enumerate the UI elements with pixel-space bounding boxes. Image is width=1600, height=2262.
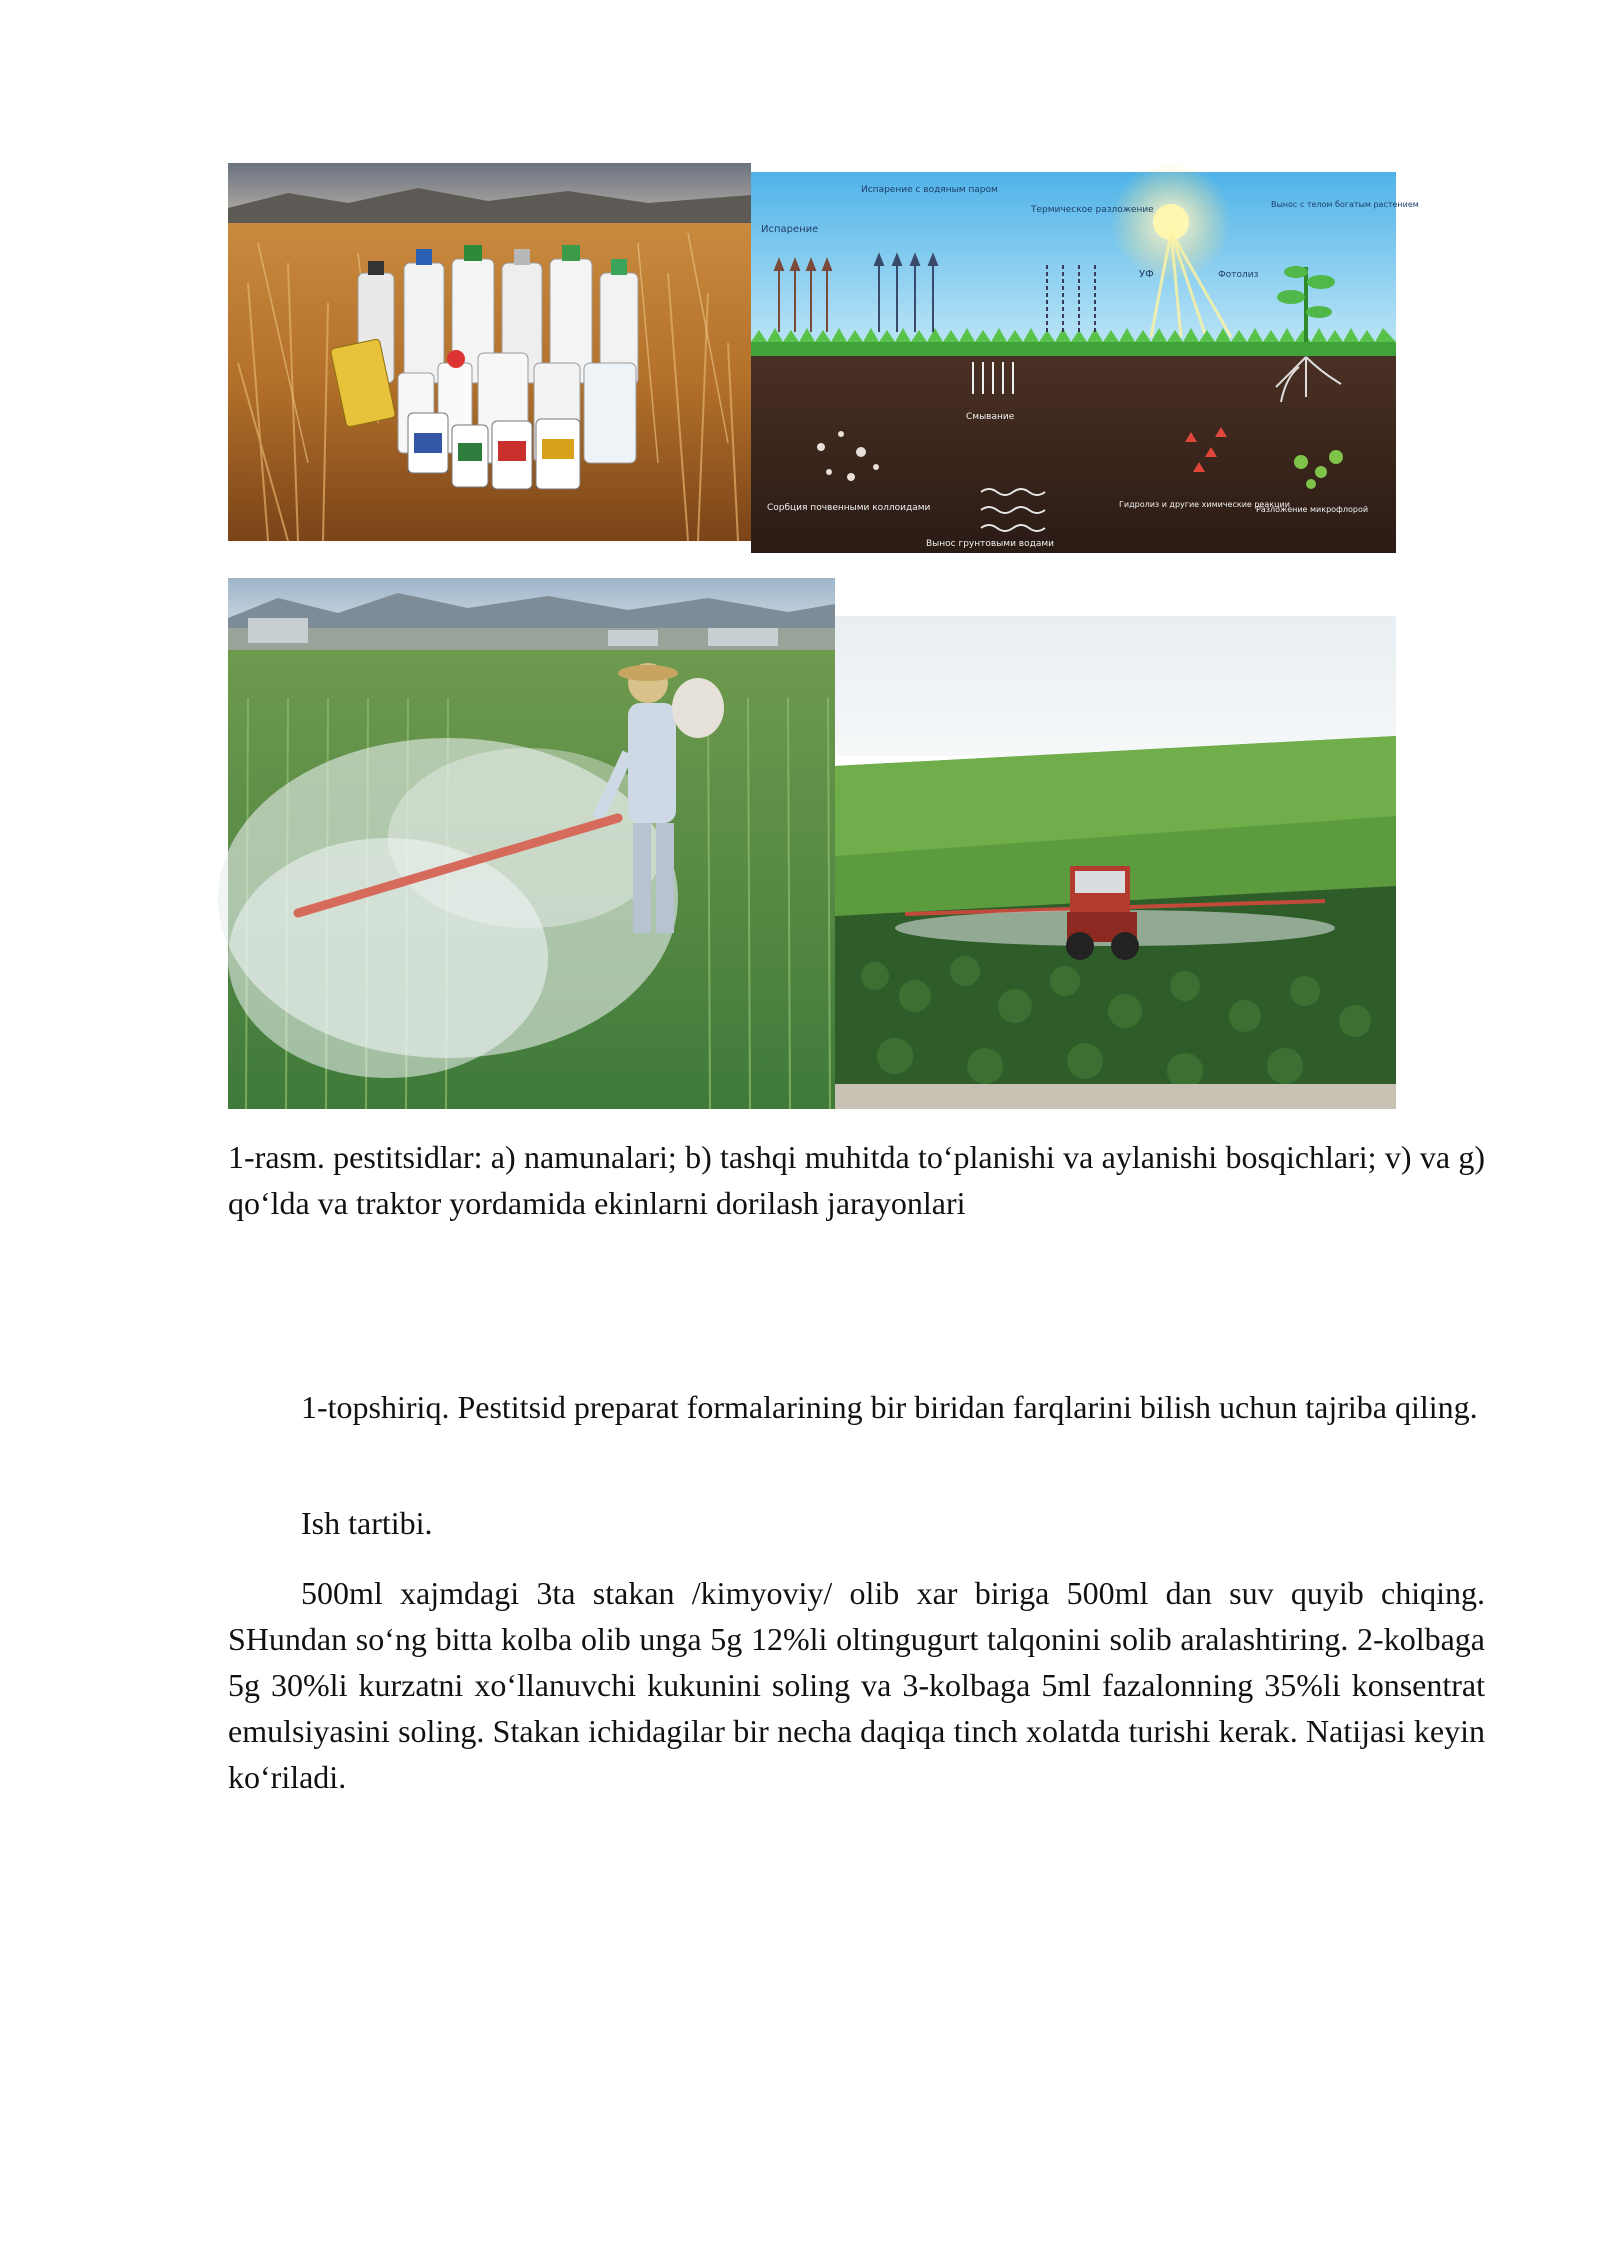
label-washout: Смывание [966, 412, 1015, 422]
label-evaporation: Испарение [761, 224, 819, 235]
figure-panel-g-tractor-spraying [835, 616, 1396, 1109]
figure-panel-b-pesticide-fate-diagram [751, 172, 1419, 553]
label-uv: УФ [1139, 269, 1154, 280]
figure-caption: 1-rasm. pestitsidlar: a) namunalari; b) tashqi muhitda to‘planishi va aylanishi bosqichlari; v) va g) qo‘lda va traktor yordamida ekinlarni dorilash jarayonlari [228, 1139, 1485, 1221]
label-hydrolysis: Гидролиз и другие химические реакции [1119, 500, 1290, 509]
figure-panel-a-pesticide-samples [228, 163, 751, 541]
label-thermal-decomposition: Термическое разложение [1031, 205, 1154, 215]
label-plant-uptake: Вынос с телом богатым растением [1271, 200, 1419, 209]
label-microflora: Разложение микрофлорой [1256, 505, 1369, 514]
label-photolysis: Фотолиз [1218, 270, 1259, 280]
figure-panel-v-manual-spraying [228, 578, 835, 1109]
procedure-heading: Ish tartibi. [301, 1505, 433, 1541]
label-codistillation: Испарение с водяным паром [861, 185, 998, 195]
label-groundwater: Вынос грунтовыми водами [926, 539, 1054, 549]
label-sorption: Сорбция почвенными коллоидами [767, 503, 931, 513]
procedure-text: 500ml xajmdagi 3ta stakan /kimyoviy/ olib xar biriga 500ml dan suv quyib chiqing. SHundan so‘ng bitta kolba olib unga 5g 12%li oltingugurt talqonini solib aralashtiring. 2-kolbaga 5g 30%li kurzatni xo‘llanuvchi kukunini soling va 3-kolbaga 5ml fazalonning 35%li konsentrat emulsiyasini soling. Stakan ichidagilar bir necha daqiqa tinch xolatda turishi kerak. Natijasi keyin ko‘riladi. [228, 1575, 1485, 1795]
task-heading: 1-topshiriq. Pestitsid preparat formalarining bir biridan farqlarini bilish uchun tajriba qiling. [301, 1389, 1478, 1425]
